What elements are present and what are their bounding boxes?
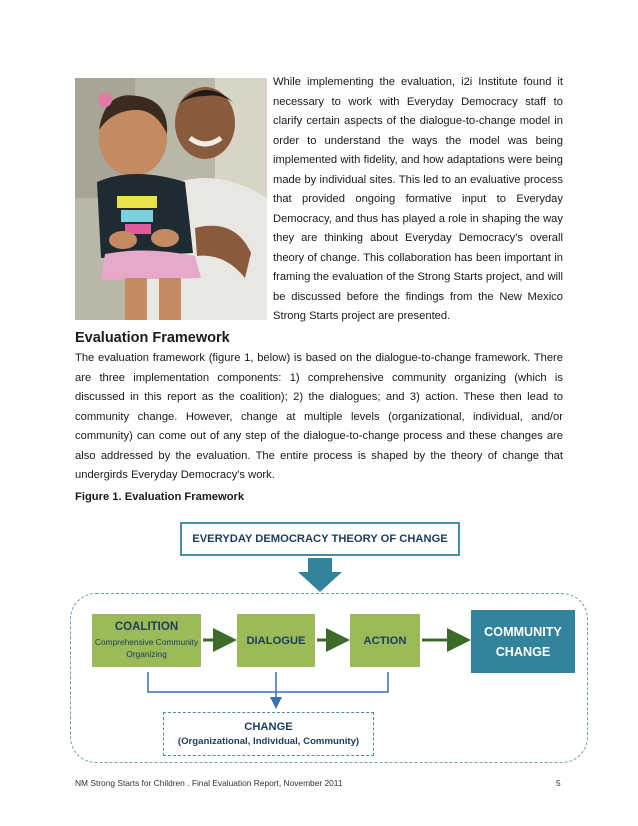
dialogue-box: [237, 614, 315, 667]
change-box: [163, 712, 374, 756]
community-change-line1: COMMUNITY: [484, 624, 562, 639]
intro-paragraph: While implementing the evaluation, i2i Institute found it necessary to work with Everyday Democracy staff to clarify certain aspects of the dialogue-to-change model in order to understand the ways the model was being implemented with fidelity, and how adaptations were being made by individual sites. This led to an evaluative process that provided ongoing formative input to Everyday Democracy, and thus has played a role in shaping the way they are thinking about Everyday Democracy's overall theory of change. This collaboration has been important in framing the evaluation of the Strong Starts project, and will be discussed before the findings from the New Mexico Strong Starts project are presented.: [273, 76, 563, 322]
coalition-box: [92, 614, 201, 667]
coalition-subtitle: Comprehensive Community Organizing: [94, 637, 199, 659]
action-box: [350, 614, 420, 667]
community-change-line2: CHANGE: [495, 644, 551, 659]
body-paragraph: The evaluation framework (figure 1, below) is based on the dialogue-to-change framework. There are three implementation components: 1) comprehensive community organizing (which is discussed in this report as the coalition); 2) the dialogues; and 3) action. These then lead to community change. However, change at multiple levels (organizational, individual, and/or community) can come out of any step of the dialogue-to-change process and these changes are also addressed by the evaluation. The entire process is shaped by the theory of change that undergirds Everyday Democracy's work.: [75, 352, 563, 481]
page-number: 5: [556, 778, 561, 788]
theory-of-change-label: EVERYDAY DEMOCRACY THEORY OF CHANGE: [192, 533, 448, 545]
community-change-box: [471, 610, 575, 673]
dialogue-label: DIALOGUE: [246, 634, 306, 647]
change-title: CHANGE: [244, 721, 293, 733]
action-label: ACTION: [363, 634, 407, 647]
footer-text: NM Strong Starts for Children . Final Evaluation Report, November 2011: [75, 778, 343, 788]
coalition-title: COALITION: [114, 621, 179, 633]
change-subtitle: (Organizational, Individual, Community): [177, 736, 360, 747]
figure-caption: Figure 1. Evaluation Framework: [75, 491, 245, 503]
section-heading: Evaluation Framework: [75, 330, 230, 346]
